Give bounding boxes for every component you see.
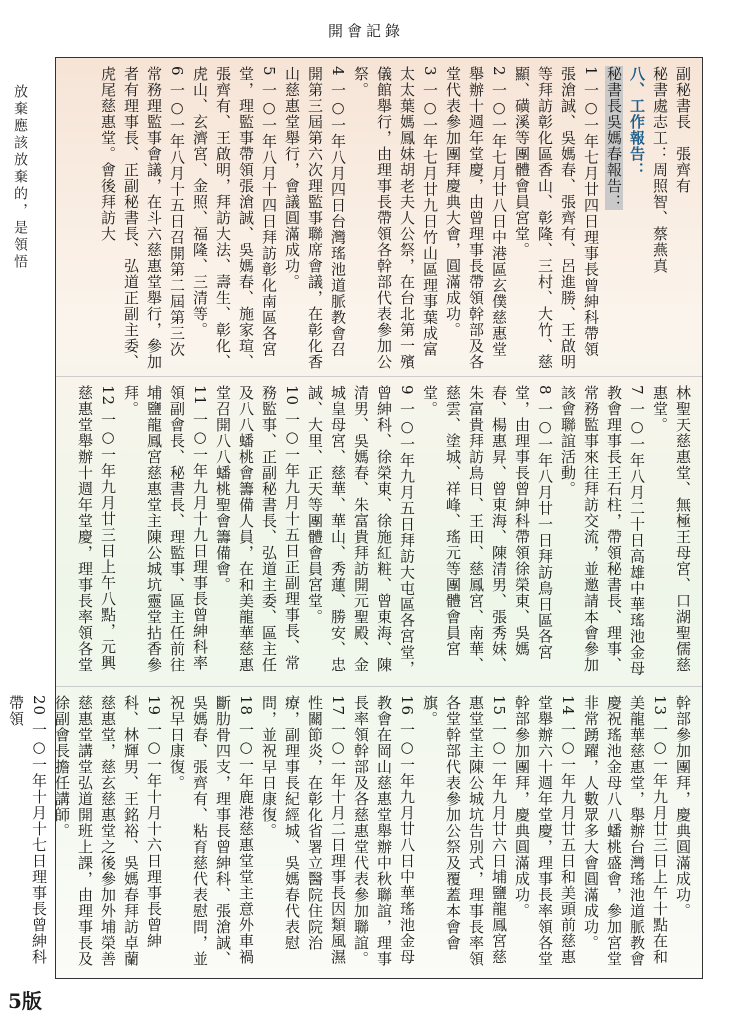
report-item-16: 16 一○一年九月廿八日中華瑤池金母教會在岡山慈惠堂舉辦中秋聯誼，理事長率領幹部及各慈惠堂代表參加聯誼。 bbox=[352, 695, 416, 967]
report-item-6: 6 一○一年八月十五日召開第二屆第三次常務理監事會議，在斗六慈惠堂舉行，參加者有理事長、正副秘書長、弘道正副主委、虎尾慈惠堂。會後拜訪大 bbox=[99, 66, 186, 370]
secretariat-volunteers: 秘書處志工：周照智、蔡燕真 bbox=[651, 66, 669, 274]
report-item-1: 1 一○一年七月廿四日理事長曾紳科帶領張滄誠、吳媽春、張齊有、呂進勝、王啟明等拜訪彰化區香山、彰隆、三村、大竹、慈顯、磺溪等團體會員宮堂。 bbox=[513, 66, 600, 370]
report-item-6-cont: 林聖天慈惠堂、無極王母宮、口湖聖儒慈惠堂。 bbox=[651, 385, 692, 673]
section-band-1 bbox=[56, 58, 702, 376]
report-item-11: 11 一○一年九月十九日理事長曾紳科率領副會長、秘書長、理監事、區主任前往埔鹽龍鳳宮慈惠堂主陳公城坑靈堂拈香參拜。 bbox=[122, 385, 209, 673]
report-item-4: 4 一○一年八月四日台灣瑤池道脈教會召開第三屆第六次理監事聯席會議，在彰化香山慈惠堂舉行，會議圓滿成功。 bbox=[283, 66, 347, 370]
work-report-heading: 八、工作報告： bbox=[628, 66, 646, 178]
report-item-14: 14 一○一年九月廿五日和美頭前慈惠堂舉辦六十週年堂慶，理事長率領各堂幹部參加團拜，慶典圓滿成功。 bbox=[513, 695, 577, 967]
report-item-18: 18 一○一年鹿港慈惠堂堂主意外車禍斷肋骨四支，理事長曾紳科、張滄誠、吳媽春、張齊有、粘育慈代表慰問，並祝早日康復。 bbox=[168, 695, 255, 967]
section-band-2 bbox=[56, 376, 702, 686]
margin-note: 放棄應該放棄的，是領悟 bbox=[12, 84, 28, 271]
band-3-text bbox=[4, 695, 694, 972]
report-item-3: 3 一○一年七月廿九日竹山區理事葉成富太太葉媽鳳妹胡老夫人公祭，在台北第一殯儀館舉行，由理事長帶領各幹部代表參加公祭。 bbox=[352, 66, 439, 370]
deputy-secretary: 副秘書長 張齊有 bbox=[674, 66, 692, 194]
report-item-7: 7 一○一年八月二十日高雄中華瑤池金母教會理事長王石柱，帶領秘書長、理事、常務監事來往拜訪交流，並邀請本會參加該會聯誼活動。 bbox=[559, 385, 646, 677]
report-item-15: 15 一○一年九月廿六日埔鹽龍鳳宮慈惠堂堂主陳公城坑告別式，理事長率領各堂幹部代表參加公祭及覆蓋本會會旗。 bbox=[421, 695, 508, 967]
report-item-10: 10 一○一年九月十五日正副理事長、常務監事、正副秘書長、弘道主委、區主任及八八蟠桃會籌備人員，在和美龍華慈惠堂召開八八蟠桃聖會籌備會。 bbox=[214, 385, 301, 673]
report-item-12: 12 一○一年九月廿三日上午八點，元興慈惠堂舉辦十週年堂慶，理事長率領各堂 bbox=[76, 385, 117, 673]
secretary-report-label bbox=[602, 66, 625, 370]
section-band-3 bbox=[7, 686, 702, 978]
page-number: 5版 bbox=[8, 989, 42, 1013]
report-item-2: 2 一○一年七月廿八日中港區玄僕慈惠堂舉辦十週年堂慶，由曾理事長帶領幹部及各堂代表參加團拜慶典大會，圓滿成功。 bbox=[444, 66, 508, 370]
report-item-13: 13 一○一年九月廿三日上午十點在和美龍華慈惠堂，舉辦台灣瑤池道脈教會慶祝瑤池金母八八蟠桃盛會，參加宮堂非常踴躍，人數眾多大會圓滿成功。 bbox=[582, 695, 669, 967]
report-item-12-cont: 幹部參加團拜，慶典圓滿成功。 bbox=[674, 695, 692, 919]
secretary-report-title: 秘書長吳媽春報告： bbox=[605, 66, 623, 210]
page-header: 開會記錄 bbox=[327, 22, 404, 40]
report-item-19: 19 一○一年十月十六日理事長曾紳科、林輝男、王銘裕、吳媽春拜訪卓蘭慈惠堂，慈玄慈惠堂之後參加外埔榮善慈惠堂講堂弘道開班上課，由理事長及徐副會長擔任講師。 bbox=[53, 695, 163, 967]
band-2-text bbox=[73, 385, 694, 680]
band-1-text bbox=[96, 66, 694, 370]
report-item-17: 17 一○一年十月二日理事長因類風濕性關節炎，在彰化省署立醫院住院治療，副理事長紀經城、吳媽春代表慰問，並祝早日康復。 bbox=[260, 695, 347, 965]
report-item-5: 5 一○一年八月十四日拜訪彰化南區各宮堂，理監事帶領張滄誠、吳媽春、施家瑄、張齊有、王啟明，拜訪大法、壽生、彰化、虎山、玄濟宮、金照、福隆、三清等。 bbox=[191, 66, 278, 370]
report-item-20: 20 一○一年十月十七日理事長曾紳科帶領 bbox=[7, 695, 48, 965]
report-item-8: 8 一○一年八月廿一日拜訪鳥日區各宮堂，由理事長曾紳科帶領徐榮東、吳媽春、楊惠昇、曾東海、陳清男、張秀妹、朱富貴拜訪鳥日、王田、慈鳳宮、南華、慈雲、塗城、祥峰、瑤元等團體會員宮堂。 bbox=[421, 385, 554, 673]
report-item-9: 9 一○一年九月五日拜訪大屯區各宮堂，曾紳科、徐榮東、徐施紅粧、曾東海、陳清男、吳媽春、朱富貴拜訪開元聖殿、金城皇母宮、慈華、華山、秀蓮、勝安、忠誠、大里、正天等團體會員宮堂。 bbox=[306, 385, 416, 677]
